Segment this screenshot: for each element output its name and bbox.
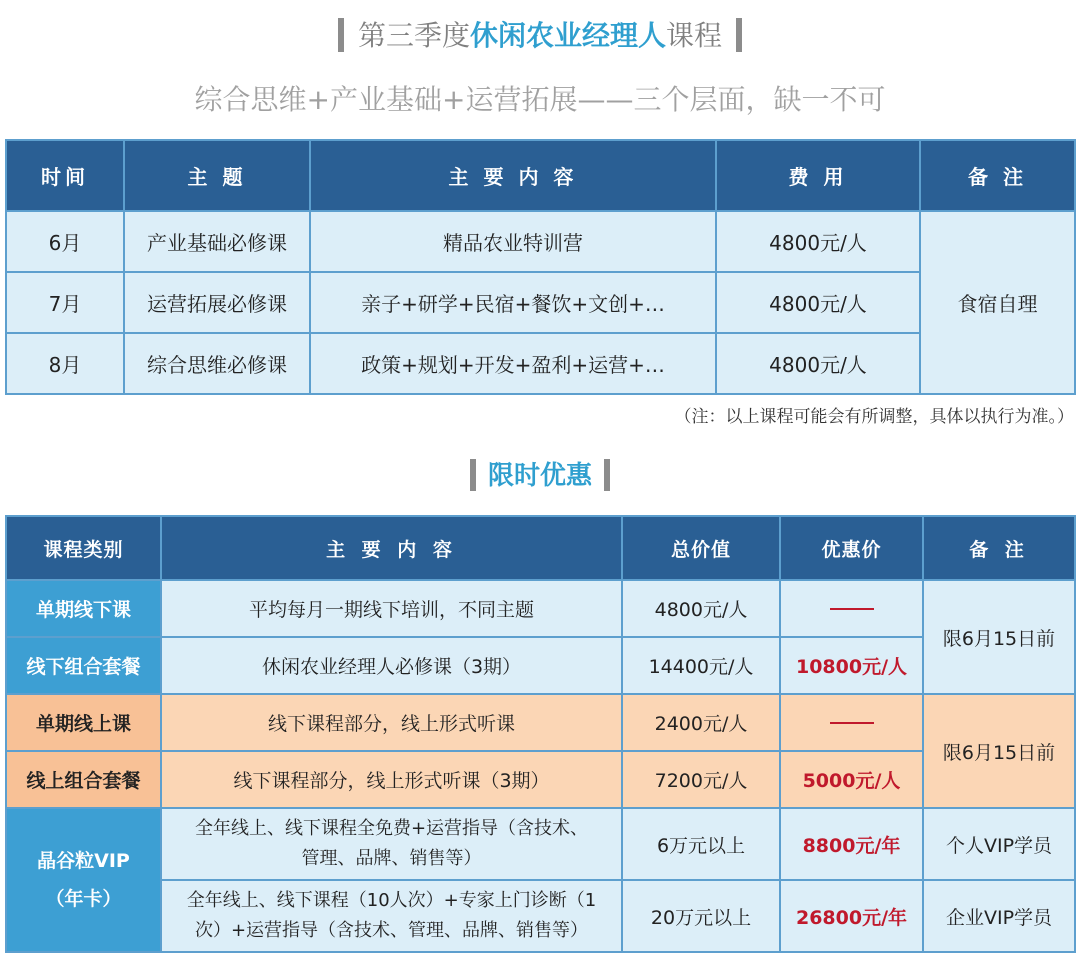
- promo-price: 10800元/人: [780, 637, 923, 694]
- schedule-header-content: 主 要 内 容: [310, 140, 716, 211]
- schedule-month: 7月: [6, 272, 124, 333]
- vip-content: [161, 808, 622, 880]
- promo-category: 单期线下课: [6, 580, 161, 637]
- schedule-topic: 产业基础必修课: [124, 211, 310, 272]
- schedule-fee: 4800元/人: [716, 333, 920, 394]
- heading-left-bar: [338, 18, 344, 52]
- promo-heading-text: 限时优惠: [487, 461, 592, 491]
- vip-remark: 个人VIP学员: [923, 808, 1075, 880]
- vip-content-line1: 全年线上、线下课程（10人次）+专家上门诊断（1: [186, 890, 597, 911]
- adjustment-note: （注：以上课程可能会有所调整，具体以执行为准。）: [674, 407, 1074, 427]
- course-heading: [0, 14, 1080, 58]
- table-row: [6, 751, 1075, 808]
- vip-price: 8800元/年: [780, 808, 923, 880]
- promo-header-value: 总价值: [622, 516, 780, 580]
- vip-content: [161, 880, 622, 952]
- promo-table: [5, 515, 1076, 953]
- vip-price: 26800元/年: [780, 880, 923, 952]
- vip-category-line1: 晶谷粒VIP: [37, 850, 130, 872]
- schedule-content: 政策+规划+开发+盈利+运营+…: [310, 333, 716, 394]
- vip-value: 20万元以上: [622, 880, 780, 952]
- heading-highlight: 休闲农业经理人: [469, 19, 666, 52]
- promo-category: 单期线上课: [6, 694, 161, 751]
- schedule-header-fee: 费 用: [716, 140, 920, 211]
- schedule-header-row: [6, 140, 1075, 211]
- table-row: [6, 211, 1075, 272]
- vip-content-line2: 管理、品牌、销售等）: [301, 848, 482, 869]
- promo-value: 2400元/人: [622, 694, 780, 751]
- vip-content-line2: 次）+运营指导（含技术、管理、品牌、销售等）: [194, 920, 589, 941]
- schedule-header-topic: 主 题: [124, 140, 310, 211]
- promo-content: 线下课程部分，线上形式听课（3期）: [161, 751, 622, 808]
- table-row: [6, 694, 1075, 751]
- schedule-table: [5, 139, 1076, 395]
- promo-content: 休闲农业经理人必修课（3期）: [161, 637, 622, 694]
- promo-price-none: [780, 580, 923, 637]
- schedule-month: 8月: [6, 333, 124, 394]
- promo-content: 平均每月一期线下培训，不同主题: [161, 580, 622, 637]
- dash-line: [830, 608, 874, 610]
- table-row: [6, 637, 1075, 694]
- promo-price: 5000元/人: [780, 751, 923, 808]
- promo-value: 4800元/人: [622, 580, 780, 637]
- vip-content-line1: 全年线上、线下课程全免费+运营指导（含技术、: [194, 818, 589, 839]
- promo-category: 线下组合套餐: [6, 637, 161, 694]
- table-row: [6, 880, 1075, 952]
- heading-prefix: 第三季度: [357, 19, 470, 52]
- promo-header-content: 主 要 内 容: [161, 516, 622, 580]
- promo-category: 线上组合套餐: [6, 751, 161, 808]
- promo-heading-left-bar: [470, 459, 476, 491]
- heading-right-bar: [736, 18, 742, 52]
- heading-suffix: 课程: [666, 19, 723, 52]
- table-row: [6, 272, 1075, 333]
- schedule-header-time: 时间: [6, 140, 124, 211]
- subtitle: 综合思维+产业基础+运营拓展——三个层面，缺一不可: [194, 83, 886, 116]
- promo-heading-right-bar: [604, 459, 610, 491]
- schedule-content: 精品农业特训营: [310, 211, 716, 272]
- promo-header-row: [6, 516, 1075, 580]
- schedule-fee: 4800元/人: [716, 211, 920, 272]
- promo-price-none: [780, 694, 923, 751]
- promo-content: 线下课程部分，线上形式听课: [161, 694, 622, 751]
- table-row: [6, 333, 1075, 394]
- schedule-remark: 食宿自理: [920, 211, 1075, 394]
- schedule-topic: 运营拓展必修课: [124, 272, 310, 333]
- promo-header-price: 优惠价: [780, 516, 923, 580]
- promo-online-remark: 限6月15日前: [923, 694, 1075, 808]
- vip-remark: 企业VIP学员: [923, 880, 1075, 952]
- table-row: [6, 808, 1075, 880]
- vip-value: 6万元以上: [622, 808, 780, 880]
- schedule-month: 6月: [6, 211, 124, 272]
- schedule-header-remark: 备 注: [920, 140, 1075, 211]
- promo-header-remark: 备 注: [923, 516, 1075, 580]
- schedule-topic: 综合思维必修课: [124, 333, 310, 394]
- vip-category-line2: （年卡）: [45, 888, 122, 910]
- schedule-fee: 4800元/人: [716, 272, 920, 333]
- vip-category: [6, 808, 161, 952]
- promo-heading: [0, 456, 1080, 496]
- promo-value: 14400元/人: [622, 637, 780, 694]
- dash-line: [830, 722, 874, 724]
- table-row: [6, 580, 1075, 637]
- promo-value: 7200元/人: [622, 751, 780, 808]
- promo-header-category: 课程类别: [6, 516, 161, 580]
- schedule-content: 亲子+研学+民宿+餐饮+文创+…: [310, 272, 716, 333]
- promo-offline-remark: 限6月15日前: [923, 580, 1075, 694]
